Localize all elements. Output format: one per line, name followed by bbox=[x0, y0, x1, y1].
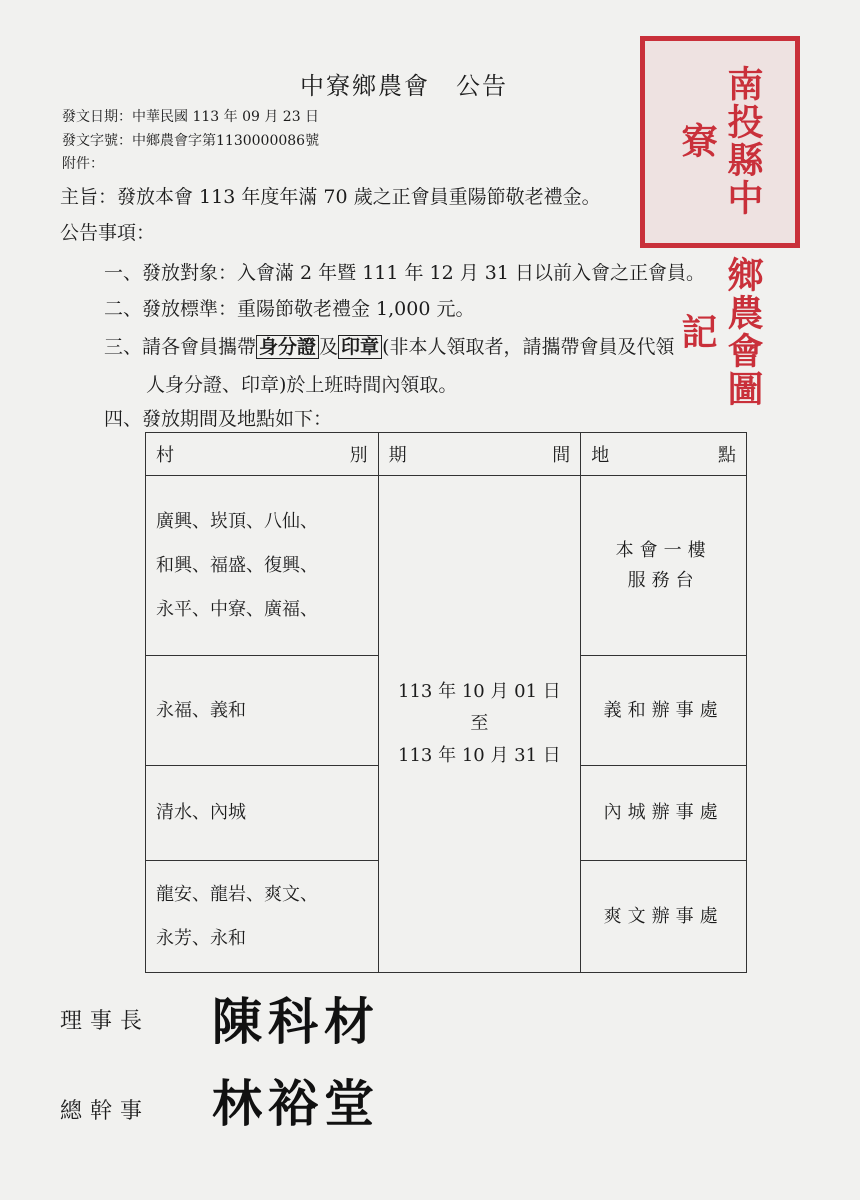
period-end: 113 年 10 月 31 日 bbox=[398, 745, 561, 766]
reference-number: 發文字號：中鄉農會字第1130000086號 bbox=[62, 133, 320, 149]
item-2-amount: 二、發放標準：重陽節敬老禮金 1,000 元。 bbox=[104, 298, 475, 320]
subject-line: 主旨：發放本會 113 年度年滿 70 歲之正會員重陽節敬老禮金。 bbox=[60, 186, 601, 208]
general-manager-label: 總幹事 bbox=[60, 1099, 151, 1124]
place-cell: 爽文辦事處 bbox=[581, 861, 747, 973]
period-start: 113 年 10 月 01 日 bbox=[398, 681, 561, 702]
item-3-prefix: 三、請各會員攜帶 bbox=[104, 336, 257, 358]
table-header-row bbox=[146, 433, 747, 476]
place-cell: 本會一樓 服務台 bbox=[581, 476, 747, 656]
chairman-label: 理事長 bbox=[60, 1009, 151, 1034]
table-row bbox=[146, 476, 747, 656]
village-cell: 龍安、龍岩、爽文、 永芳、永和 bbox=[146, 861, 379, 973]
header-period: 期 間 bbox=[378, 433, 581, 476]
period-to: 至 bbox=[470, 713, 489, 734]
item-3-and: 及 bbox=[319, 336, 339, 358]
attachment-label: 附件： bbox=[62, 156, 104, 172]
place-cell: 義和辦事處 bbox=[581, 656, 747, 766]
item-4-schedule-heading: 四、發放期間及地點如下： bbox=[104, 408, 333, 430]
seal-boxed: 印章 bbox=[338, 335, 382, 359]
seal-column-1: 南投縣中寮 bbox=[676, 65, 764, 217]
village-cell: 廣興、崁頂、八仙、 和興、福盛、復興、 永平、中寮、廣福、 bbox=[146, 476, 379, 656]
official-seal bbox=[640, 36, 800, 408]
general-manager-signature-stamp: 林裕堂 bbox=[212, 1075, 380, 1133]
issue-date: 發文日期：中華民國 113 年 09 月 23 日 bbox=[62, 109, 320, 125]
id-card-boxed: 身分證 bbox=[256, 335, 319, 359]
village-cell: 清水、內城 bbox=[146, 766, 379, 861]
item-1-recipients: 一、發放對象：入會滿 2 年暨 111 年 12 月 31 日以前入會之正會員。 bbox=[104, 262, 706, 284]
village-cell: 永福、義和 bbox=[146, 656, 379, 766]
seal-column-2: 鄉農會圖記 bbox=[676, 256, 764, 408]
header-village: 村 別 bbox=[146, 433, 379, 476]
period-cell bbox=[378, 476, 581, 973]
notice-heading: 公告事項： bbox=[60, 222, 156, 244]
place-cell: 內城辦事處 bbox=[581, 766, 747, 861]
schedule-table bbox=[145, 432, 747, 973]
item-3-line-2: 人身分證、印章)於上班時間內領取。 bbox=[146, 374, 458, 396]
item-3-suffix: (非本人領取者，請攜帶會員及代領 bbox=[382, 336, 675, 358]
item-3-requirements bbox=[104, 332, 674, 359]
header-place: 地 點 bbox=[581, 433, 747, 476]
chairman-signature-stamp: 陳科材 bbox=[212, 993, 380, 1051]
page-title: 中寮鄉農會 公告 bbox=[300, 72, 508, 100]
